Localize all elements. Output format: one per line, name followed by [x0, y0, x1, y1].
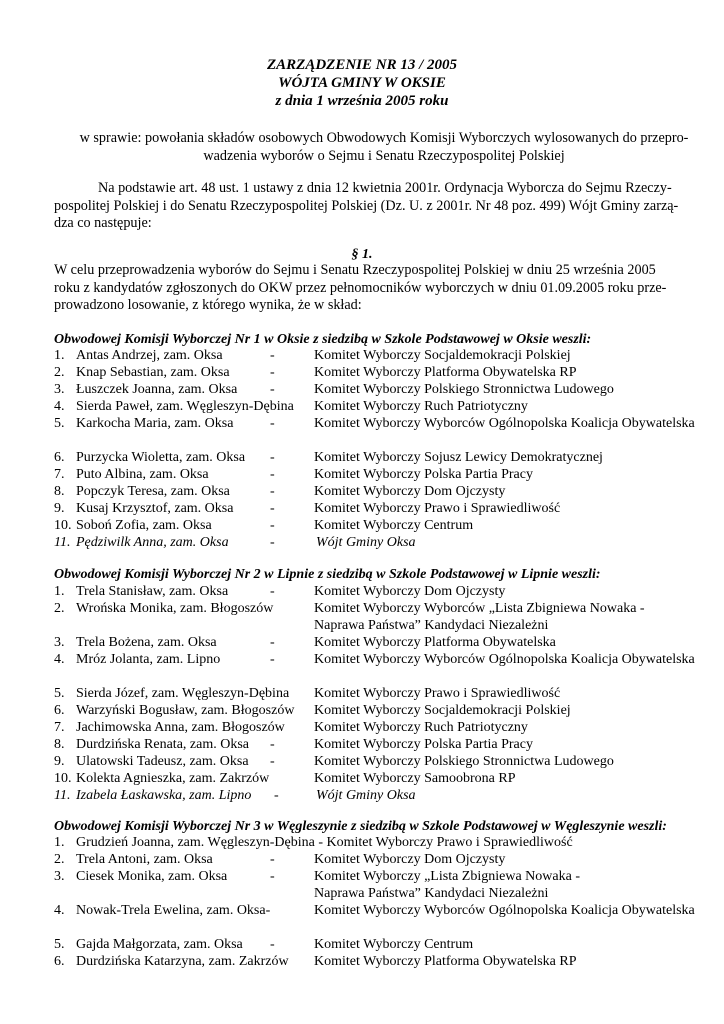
- legal-basis-paragraph: [54, 180, 714, 233]
- section-mark: § 1.: [351, 247, 373, 262]
- commission1-heading: Obwodowej Komisji Wyborczej Nr 1 w Oksie z siedzibą w Szkole Podstawowej w Oksie weszli:: [54, 332, 592, 347]
- list-item: 5. Sierda Józef, zam. Węgleszyn-Dębina Komitet Wyborczy Prawo i Sprawiedliwość: [54, 686, 561, 701]
- list-item: 10. Kolekta Agnieszka, zam. Zakrzów Komitet Wyborczy Samoobrona RP: [54, 771, 516, 786]
- list-item: 1. Grudzień Joanna, zam. Węgleszyn-Dębina - Komitet Wyborczy Prawo i Sprawiedliwość: [54, 835, 573, 850]
- list-item: 3. Trela Bożena, zam. Oksa - Komitet Wyborczy Platforma Obywatelska: [54, 635, 556, 650]
- commission3-heading: Obwodowej Komisji Wyborczej Nr 3 w Węgleszynie z siedzibą w Szkole Podstawowej w Węgleszynie weszli:: [54, 819, 667, 834]
- subject-line1: w sprawie: powołania składów osobowych Obwodowych Komisji Wyborczych wylosowanych do przepro-: [79, 130, 689, 146]
- commission1-list: [54, 347, 714, 551]
- subject-line2: wadzenia wyborów o Sejmu i Senatu Rzeczypospolitej Polskiej: [203, 147, 565, 164]
- section-line1: W celu przeprowadzenia wyborów do Sejmu i Senatu Rzeczypospolitej Polskiej w dniu 25 września 2005: [54, 262, 656, 278]
- subject-paragraph: [54, 130, 714, 165]
- list-item: 6. Durdzińska Katarzyna, zam. Zakrzów Komitet Wyborczy Platforma Obywatelska RP: [54, 954, 577, 969]
- document-title-line3: z dnia 1 września 2005 roku: [275, 93, 449, 109]
- list-item: 1. Antas Andrzej, zam. Oksa - Komitet Wyborczy Socjaldemokracji Polskiej: [54, 348, 571, 363]
- section-line3: prowadzono losowanie, z którego wynika, że w skład:: [54, 297, 362, 314]
- commission2-list: [54, 583, 714, 804]
- commission2-heading: Obwodowej Komisji Wyborczej Nr 2 w Lipnie z siedzibą w Szkole Podstawowej w Lipnie weszli:: [54, 567, 601, 582]
- list-item: 10. Soboń Zofia, zam. Oksa - Komitet Wyborczy Centrum: [54, 518, 474, 533]
- basis-line2: pospolitej Polskiej i do Senatu Rzeczypospolitej Polskiej (Dz. U. z 2001r. Nr 48 poz. 499) Wójt Gminy zarzą-: [54, 197, 679, 214]
- commission3-list: [54, 834, 714, 970]
- list-item: 5. Gajda Małgorzata, zam. Oksa - Komitet Wyborczy Centrum: [54, 937, 474, 952]
- list-item: 11. Pędziwilk Anna, zam. Oksa - Wójt Gminy Oksa: [54, 535, 416, 550]
- list-item: 9. Kusaj Krzysztof, zam. Oksa - Komitet Wyborczy Prawo i Sprawiedliwość: [54, 501, 561, 516]
- list-item: 6. Warzyński Bogusław, zam. Błogoszów Komitet Wyborczy Socjaldemokracji Polskiej: [54, 703, 571, 718]
- list-item: 8. Durdzińska Renata, zam. Oksa - Komitet Wyborczy Polska Partia Pracy: [54, 737, 533, 752]
- list-item: 4. Sierda Paweł, zam. Węgleszyn-Dębina Komitet Wyborczy Ruch Patriotyczny: [54, 399, 528, 414]
- list-item: 11. Izabela Łaskawska, zam. Lipno - Wójt Gminy Oksa: [54, 788, 416, 803]
- list-item: 2. Trela Antoni, zam. Oksa - Komitet Wyborczy Dom Ojczysty: [54, 852, 506, 867]
- list-item: 2. Wrońska Monika, zam. Błogoszów Komitet Wyborczy Wyborców „Lista Zbigniewa Nowaka -Naprawa Państwa” Kandydaci Niezależni: [54, 601, 645, 633]
- section-paragraph: [54, 262, 714, 315]
- basis-line3: dza co następuje:: [54, 215, 152, 232]
- list-item: 4. Nowak-Trela Ewelina, zam. Oksa- Komitet Wyborczy Wyborców Ogólnopolska Koalicja Obywatelska: [54, 903, 695, 918]
- list-item: 1. Trela Stanisław, zam. Oksa - Komitet Wyborczy Dom Ojczysty: [54, 584, 506, 599]
- list-item: 4. Mróz Jolanta, zam. Lipno - Komitet Wyborczy Wyborców Ogólnopolska Koalicja Obywatelska: [54, 652, 695, 667]
- list-item: 3. Ciesek Monika, zam. Oksa - Komitet Wyborczy „Lista Zbigniewa Nowaka -Naprawa Państwa” Kandydaci Niezależni: [54, 869, 580, 901]
- section-line2: roku z kandydatów zgłoszonych do OKW przez pełnomocników wyborczych w dniu 01.09.2005 roku prze-: [54, 279, 667, 296]
- list-item: 7. Jachimowska Anna, zam. Błogoszów Komitet Wyborczy Ruch Patriotyczny: [54, 720, 528, 735]
- list-item: 6. Purzycka Wioletta, zam. Oksa - Komitet Wyborczy Sojusz Lewicy Demokratycznej: [54, 450, 603, 465]
- list-item: 5. Karkocha Maria, zam. Oksa - Komitet Wyborczy Wyborców Ogólnopolska Koalicja Obywatelska: [54, 416, 695, 431]
- document-title-line2: WÓJTA GMINY W OKSIE: [278, 75, 446, 91]
- list-item: 3. Łuszczek Joanna, zam. Oksa - Komitet Wyborczy Polskiego Stronnictwa Ludowego: [54, 382, 614, 397]
- list-item: 2. Knap Sebastian, zam. Oksa - Komitet Wyborczy Platforma Obywatelska RP: [54, 365, 577, 380]
- basis-line1: Na podstawie art. 48 ust. 1 ustawy z dnia 12 kwietnia 2001r. Ordynacja Wyborcza do Sejmu Rzeczy-: [98, 180, 672, 196]
- document-title-line1: ZARZĄDZENIE NR 13 / 2005: [266, 57, 458, 73]
- list-item: 8. Popczyk Teresa, zam. Oksa - Komitet Wyborczy Dom Ojczysty: [54, 484, 506, 499]
- list-item: 7. Puto Albina, zam. Oksa - Komitet Wyborczy Polska Partia Pracy: [54, 467, 533, 482]
- list-item: 9. Ulatowski Tadeusz, zam. Oksa - Komitet Wyborczy Polskiego Stronnictwa Ludowego: [54, 754, 614, 769]
